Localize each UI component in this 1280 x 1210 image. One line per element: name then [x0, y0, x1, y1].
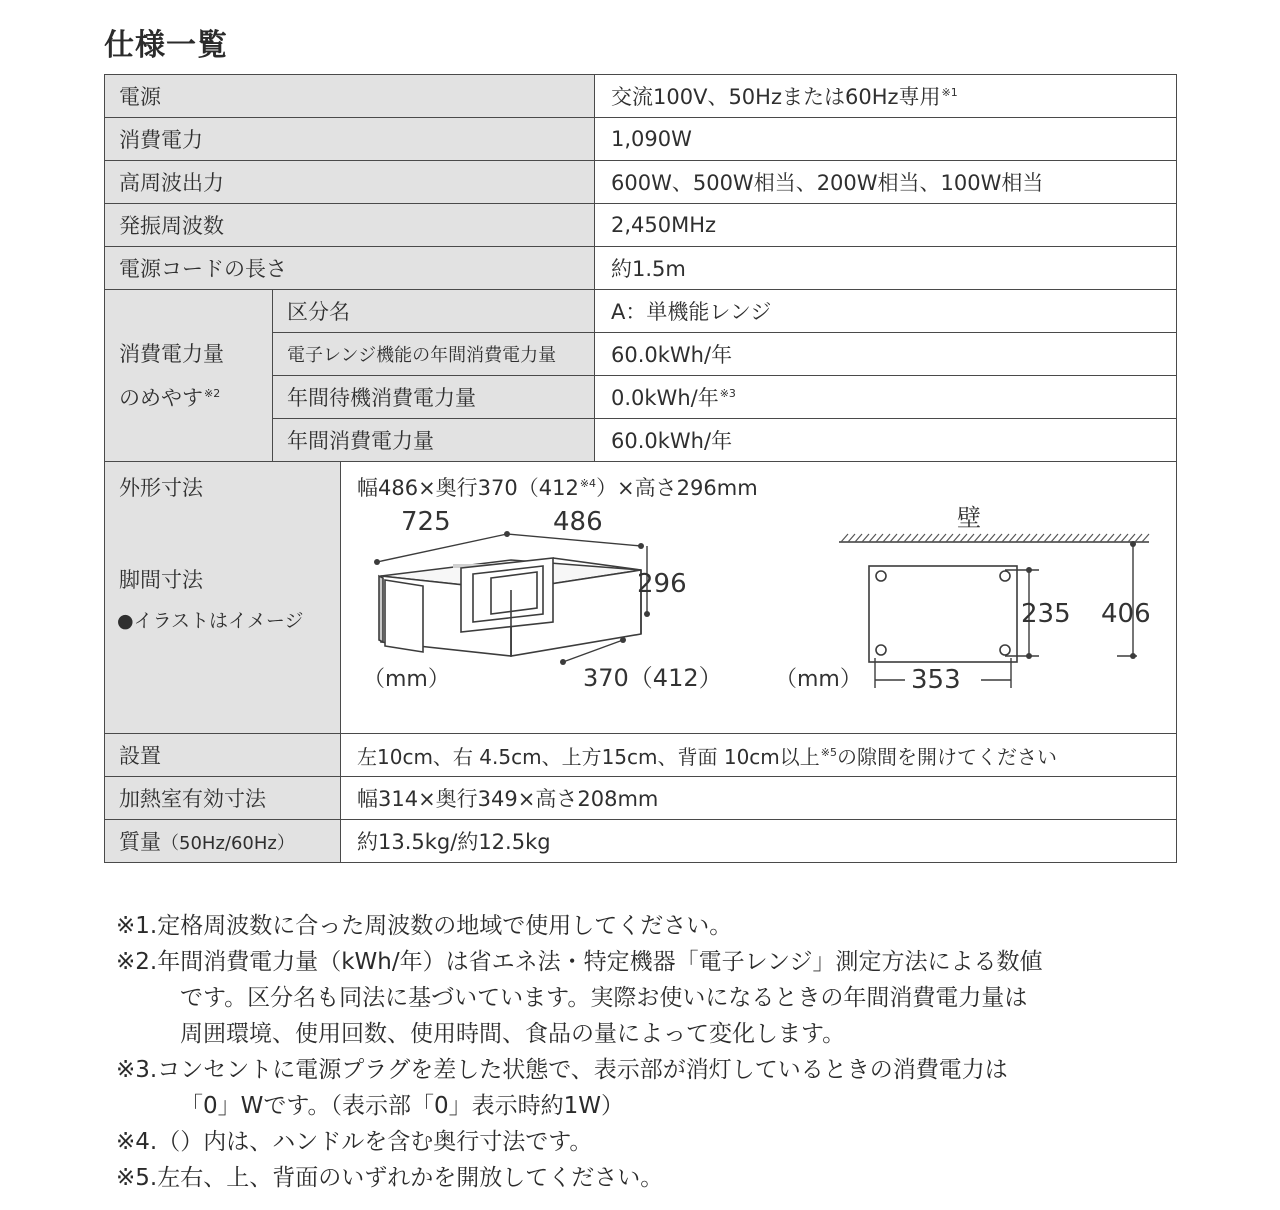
footnote-3: ※3.コンセントに電源プラグを差した状態で、表示部が消灯しているときの消費電力は	[116, 1057, 1008, 1083]
footnote-4: ※4.（）内は、ハンドルを含む奥行寸法です。	[116, 1129, 593, 1155]
wall-label: 壁	[957, 504, 981, 532]
spec-sublabel: 年間待機消費電力量	[273, 376, 595, 419]
spec-row-installation	[105, 734, 1177, 777]
spec-label: 電源	[105, 75, 595, 118]
dimension-labels	[105, 462, 341, 734]
footnotes	[116, 908, 1042, 1196]
spec-value: 0.0kWh/年$^{※3}$	[595, 376, 1177, 419]
spec-value: 60.0kWh/年	[595, 419, 1177, 462]
wall-hatch-stroke	[855, 534, 862, 542]
wall-hatch-stroke	[939, 534, 946, 542]
dim-width-open-label: 725	[401, 507, 451, 537]
spec-row-dimensions	[105, 462, 1177, 734]
spec-row-rf-output	[105, 161, 1177, 204]
wall-hatch-stroke	[1016, 534, 1023, 542]
footnote-mark: ※5	[820, 745, 838, 759]
wall-hatch-stroke	[841, 534, 848, 542]
footnote-5: ※5.左右、上、背面のいずれかを開放してください。	[116, 1165, 664, 1191]
spec-value: 約13.5kg/約12.5kg	[341, 820, 1177, 863]
spec-label: 加熱室有効寸法	[105, 777, 341, 820]
wall-hatch-stroke	[1100, 534, 1107, 542]
wall-hatch-stroke	[932, 534, 939, 542]
spec-label: 発振周波数	[105, 204, 595, 247]
footnote-mark: ※2	[204, 386, 221, 400]
spec-label: 高周波出力	[105, 161, 595, 204]
spec-value: 1,090W	[595, 118, 1177, 161]
illustration-note: ●イラストはイメージ	[117, 610, 304, 632]
dim-inner-label: 235	[1021, 599, 1071, 629]
spec-table	[104, 74, 1177, 863]
wall-hatch-stroke	[953, 534, 960, 542]
wall-hatch-stroke	[890, 534, 897, 542]
wall-hatch-stroke	[967, 534, 974, 542]
wall-hatch-stroke	[1044, 534, 1051, 542]
wall-hatch-stroke	[995, 534, 1002, 542]
microwave-dimension-diagram	[341, 504, 1177, 732]
wall-hatch-stroke	[1023, 534, 1030, 542]
wall-hatch-stroke	[981, 534, 988, 542]
wall-hatch-stroke	[925, 534, 932, 542]
unit-label-right: （mm）	[775, 667, 862, 692]
spec-value: 左10cm、右 4.5cm、上方15cm、背面 10cm以上$^{※5}$の隙間を開けてください	[341, 734, 1177, 777]
dim-depth-label: 370（412）	[583, 664, 723, 692]
wall-hatch-stroke	[1121, 534, 1128, 542]
wall-hatch-stroke	[1009, 534, 1016, 542]
wall-hatch-stroke	[1065, 534, 1072, 542]
spec-row-oscillation-frequency	[105, 204, 1177, 247]
dim-width-label: 486	[553, 507, 603, 537]
wall-hatch-stroke	[862, 534, 869, 542]
spec-label: 設置	[105, 734, 341, 777]
spec-value: 60.0kWh/年	[595, 333, 1177, 376]
wall-hatch-stroke	[974, 534, 981, 542]
spec-row-cord-length	[105, 247, 1177, 290]
footnote-2-continued: 周囲環境、使用回数、使用時間、食品の量によって変化します。	[180, 1021, 846, 1047]
wall-hatch-stroke	[1135, 534, 1142, 542]
spec-sublabel: 電子レンジ機能の年間消費電力量	[273, 333, 595, 376]
dimension-cell	[341, 462, 1177, 734]
spec-value: 600W、500W相当、200W相当、100W相当	[595, 161, 1177, 204]
wall-hatch-stroke	[1107, 534, 1114, 542]
dim-foot-width-label: 353	[911, 665, 961, 695]
spec-sublabel: 区分名	[273, 290, 595, 333]
footnote-2-continued: です。区分名も同法に基づいています。実際お使いになるときの年間消費電力量は	[180, 985, 1028, 1011]
wall-hatch-stroke	[1002, 534, 1009, 542]
spec-row-energy-category	[105, 290, 1177, 333]
foot-layout-drawing	[869, 566, 1017, 662]
wall-hatch-stroke	[904, 534, 911, 542]
footnote-mark: ※1	[941, 86, 958, 99]
spec-value: A：単機能レンジ	[595, 290, 1177, 333]
dim-height-label: 296	[637, 569, 687, 599]
microwave-perspective-drawing	[379, 558, 641, 656]
page-title: 仕様一覧	[104, 28, 228, 63]
footnote-3-continued: 「0」Wです。（表示部「0」表示時約1W）	[180, 1093, 625, 1119]
spec-label: 外形寸法	[119, 476, 203, 500]
spec-row-weight	[105, 820, 1177, 863]
weight-unit: （50Hz/60Hz）	[161, 833, 295, 854]
footnote-1: ※1.定格周波数に合った周波数の地域で使用してください。	[116, 913, 733, 939]
spec-value: 交流100V、50Hzまたは60Hz専用$^{※1}$	[595, 75, 1177, 118]
spec-value: 幅314×奥行349×高さ208mm	[341, 777, 1177, 820]
wall-hatch-stroke	[1114, 534, 1121, 542]
dim-outer-label: 406	[1101, 599, 1151, 629]
wall-hatch-stroke	[1072, 534, 1079, 542]
wall-hatch-stroke	[848, 534, 855, 542]
wall-hatch-stroke	[911, 534, 918, 542]
wall-hatch-stroke	[1037, 534, 1044, 542]
wall-hatch-stroke	[960, 534, 967, 542]
spec-value: 約1.5m	[595, 247, 1177, 290]
wall-hatch-stroke	[1079, 534, 1086, 542]
energy-group-label: 消費電力量 のめやす$^{※2}$	[105, 290, 273, 462]
spec-label: 脚間寸法	[119, 568, 203, 592]
wall-hatch-stroke	[897, 534, 904, 542]
unit-label-left: （mm）	[363, 667, 450, 692]
wall-hatch-stroke	[1086, 534, 1093, 542]
spec-value: 幅486×奥行$370(412^{※4})\times$高さ296mm	[357, 476, 758, 500]
wall-hatch-stroke	[883, 534, 890, 542]
wall-hatch-stroke	[946, 534, 953, 542]
footnote-2: ※2.年間消費電力量（kWh/年）は省エネ法・特定機器「電子レンジ」測定方法による数値	[116, 949, 1043, 975]
wall-hatching	[839, 534, 1149, 542]
spec-sublabel: 年間消費電力量	[273, 419, 595, 462]
footnote-mark: ※3	[719, 387, 736, 400]
wall-hatch-stroke	[918, 534, 925, 542]
wall-hatch-stroke	[988, 534, 995, 542]
wall-hatch-stroke	[1058, 534, 1065, 542]
spec-label: 電源コードの長さ	[105, 247, 595, 290]
spec-row-power-source	[105, 75, 1177, 118]
wall-hatch-stroke	[869, 534, 876, 542]
footnote-mark: ※4	[579, 477, 597, 490]
spec-label: 消費電力	[105, 118, 595, 161]
wall-hatch-stroke	[1051, 534, 1058, 542]
wall-hatch-stroke	[876, 534, 883, 542]
spec-row-cavity	[105, 777, 1177, 820]
spec-label: 質量（50Hz/60Hz）	[105, 820, 341, 863]
wall-hatch-stroke	[1128, 534, 1135, 542]
wall-hatch-stroke	[1093, 534, 1100, 542]
spec-value: 2,450MHz	[595, 204, 1177, 247]
spec-row-power-consumption	[105, 118, 1177, 161]
wall-hatch-stroke	[1142, 534, 1149, 542]
wall-hatch-stroke	[1030, 534, 1037, 542]
